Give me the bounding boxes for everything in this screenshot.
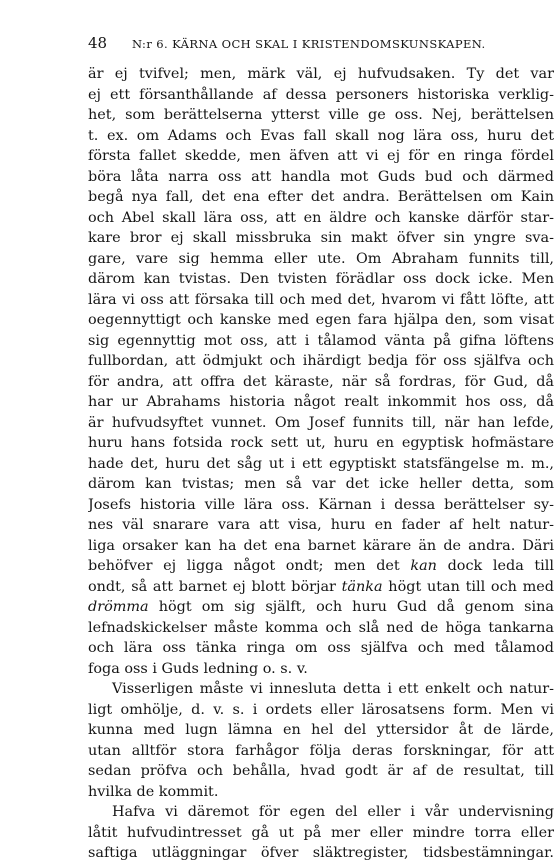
text-line: nes väl snarare vara att visa, huru en fader af helt natur- [88,517,554,533]
text-line: kare bror ej skall missbruka sin makt öfver sin yngre sva- [88,230,554,246]
text-line: böra låta narra oss att handla mot Guds bud och därmed [88,168,554,185]
text-line: är hufvudsyftet vunnet. Om Josef funnits till, när han lefde, [88,414,554,431]
text-line: behöfver ej ligga något ondt; men det kan dock leda till [88,558,554,574]
text-line: kunna med lugn lämna en hel del yttersidor åt de lärde, [88,722,554,738]
text-line: låtit hufvudintresset gå ut på mer eller mindre torra eller [88,824,554,841]
text-line: därom kan tvistas; men så var det icke heller detta, som [88,476,554,492]
text-line: ligt omhölje, d. v. s. i ordets eller lärosatsens form. Men vi [88,701,554,718]
body-text [88,64,554,864]
text-line: och lära oss tänka ringa om oss själfva och med tålamod [88,640,554,656]
text-line: huru hans fotsida rock sett ut, huru en egyptisk hofmästare [88,435,554,451]
text-line: het, som berättelserna ytterst ville ge oss. Nej, berättelsen [88,107,554,123]
text-line: hvilka de kommit. [88,783,219,800]
page-header [88,34,554,60]
text-line: saftiga utläggningar öfver släktregister, tidsbestämningar. [88,845,554,861]
text-line: fullbordan, att ödmjukt och ihärdigt bedja för oss själfva och [88,353,554,369]
text-line: har ur Abrahams historia något realt inkommit hos oss, då [88,394,554,410]
text-line: Josefs historia ville lära oss. Kärnan i dessa berättelser sy- [88,496,554,513]
text-line: hade det, huru det såg ut i ett egyptiskt statsfängelse m. m., [88,455,554,472]
text-line: drömma högt om sig själft, och huru Gud då genom sina [88,599,554,615]
text-line: utan alltför stora farhågor följa deras forskningar, för att [88,742,554,759]
text-line: oegennyttigt och kanske med egen fara hjälpa den, som visat [88,312,554,328]
running-head: N:r 6. KÄRNA OCH SKAL I KRISTENDOMSKUNSKAPEN. [132,37,486,51]
text-line: Visserligen måste vi innesluta detta i ett enkelt och natur- [112,681,554,697]
text-line: begå nya fall, det ena efter det andra. Berättelsen om Kain [88,189,554,205]
text-line: sedan pröfva och behålla, hvad godt är af de resultat, till [88,763,554,779]
text-line: första fallet skedde, men äfven att vi ej för en ringa fördel [88,148,554,164]
text-line: gare, vare sig hemma eller ute. Om Abraham funnits till, [88,250,554,267]
text-line: är ej tvifvel; men, märk väl, ej hufvudsaken. Ty det var [88,66,554,82]
text-line: foga oss i Guds ledning o. s. v. [88,660,308,677]
text-line: därom kan tvistas. Den tvisten förädlar oss dock icke. Men [88,271,554,287]
text-line: för andra, att offra det käraste, när så fordras, för Gud, då [88,373,554,390]
text-line: ondt, så att barnet ej blott börjar tänka högt utan till och med [88,578,554,595]
text-line: och Abel skall lära oss, att en äldre och kanske därför star- [88,209,554,226]
text-line: lära vi oss att försaka till och med det, hvarom vi fått löfte, att [88,291,554,308]
text-line: lefnadskickelser måste komma och slå ned de höga tankarna [88,619,554,636]
text-line: Hafva vi däremot för egen del eller i vår undervisning [112,804,554,820]
text-line: sig egennyttig mot oss, att i tålamod vänta på gifna löftens [88,332,554,349]
page-number: 48 [88,34,108,52]
text-line: liga orsaker kan ha det ena barnet kärare än de andra. Däri [88,537,554,554]
text-line: ej ett försanthållande af dessa personers historiska verklig- [88,86,554,103]
text-line: t. ex. om Adams och Evas fall skall nog lära oss, huru det [88,127,554,144]
